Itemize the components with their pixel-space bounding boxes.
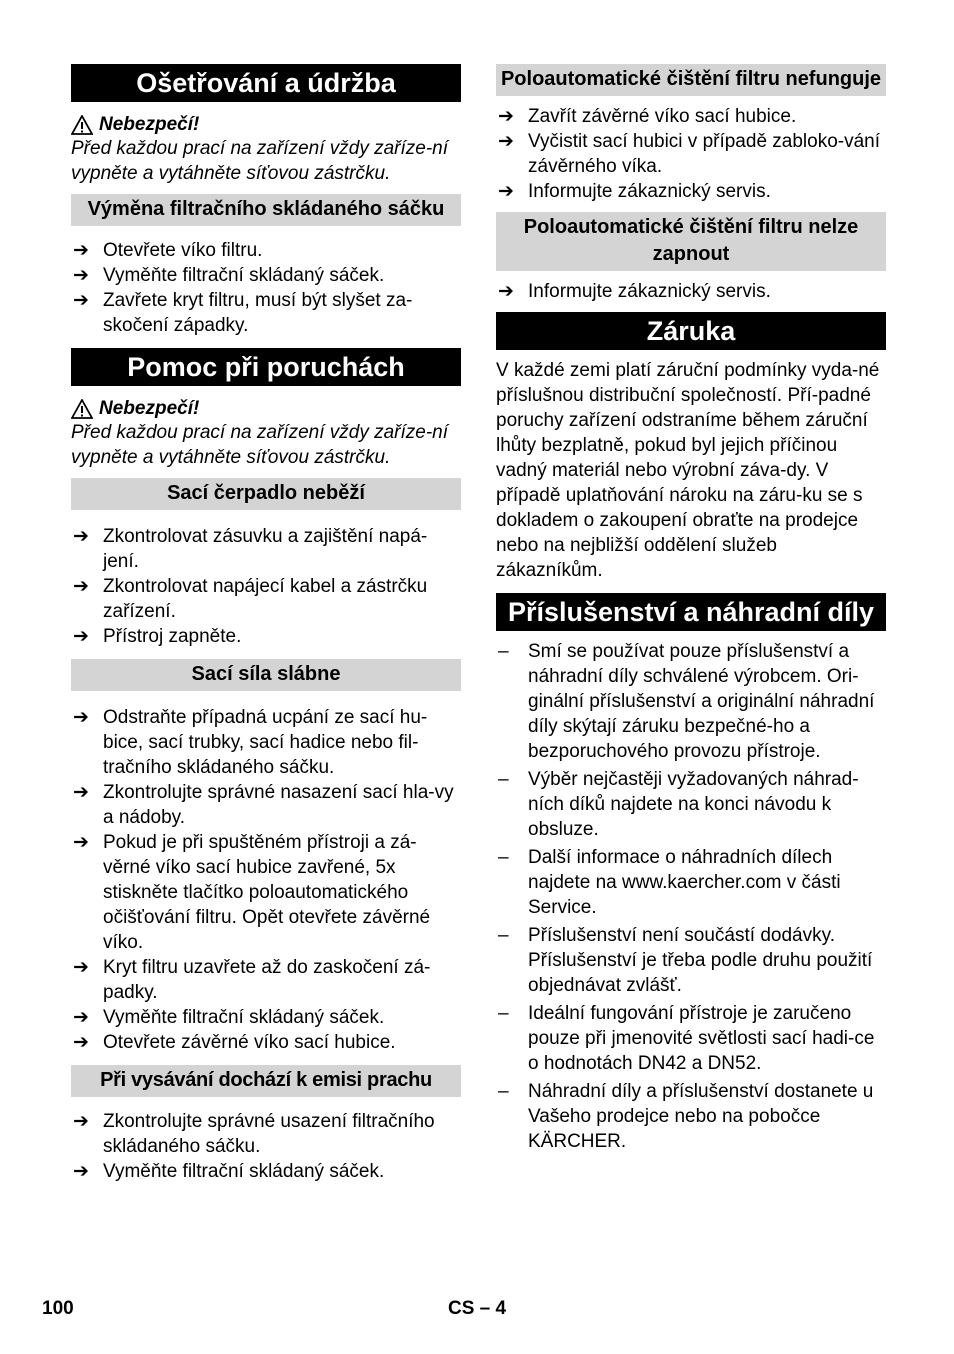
danger-warning	[71, 398, 461, 420]
list-item: ➔ Vyměňte filtrační skládaný sáček.	[71, 263, 461, 288]
list-item: – Smí se používat pouze příslušenství a náhradní díly schválené výrobcem. Ori-ginální příslušenství a originální náhradní díly skýtají záruku bezpečné-ho a bezporuchového provozu přístroje.	[496, 639, 886, 764]
list-item: – Další informace o náhradních dílech najdete na www.kaercher.com v části Service.	[496, 845, 886, 920]
list-item: ➔ Otevřete víko filtru.	[71, 238, 461, 263]
list-item: – Ideální fungování přístroje je zaručeno pouze při jmenovité světlosti sací hadi-ce o hodnotách DN42 a DN52.	[496, 1001, 886, 1076]
list-accessories	[496, 639, 886, 1154]
list-item: ➔ Zavřete kryt filtru, musí být slyšet za-skočení západky.	[71, 288, 461, 338]
danger-label: Nebezpečí!	[99, 398, 200, 419]
list-item: ➔ Informujte zákaznický servis.	[496, 279, 886, 304]
list-item: ➔ Zkontrolovat napájecí kabel a zástrčku zařízení.	[71, 574, 461, 624]
right-column	[496, 64, 886, 1157]
list-item: – Příslušenství není součástí dodávky. Příslušenství je třeba podle druhu použití objednávat zvlášť.	[496, 923, 886, 998]
list-item: ➔ Kryt filtru uzavřete až do zaskočení zá-padky.	[71, 955, 461, 1005]
danger-warning	[71, 114, 461, 136]
list-item: ➔ Vyčistit sací hubici v případě zabloko-vání závěrného víka.	[496, 129, 886, 179]
warning-triangle-icon	[71, 399, 93, 419]
warning-triangle-icon	[71, 115, 93, 135]
page-number: 100	[42, 1298, 74, 1319]
subheading-suction-weak: Sací síla slábne	[71, 659, 461, 691]
list-item: ➔ Zkontrolovat zásuvku a zajištění napá-jení.	[71, 524, 461, 574]
list-item: – Výběr nejčastěji vyžadovaných náhrad-ních díků najdete na konci návodu k obsluze.	[496, 767, 886, 842]
subheading-pump-not-running: Sací čerpadlo neběží	[71, 478, 461, 510]
list-item: ➔ Přístroj zapněte.	[71, 624, 461, 649]
list-filter-cleaning-cannot-start	[496, 279, 886, 304]
subheading-filter-cleaning-not-working: Poloautomatické čištění filtru nefunguje	[496, 64, 886, 96]
heading-accessories-spare-parts: Příslušenství a náhradní díly	[496, 593, 886, 631]
subheading-filter-cleaning-cannot-start: Poloautomatické čištění filtru nelze zapnout	[496, 212, 886, 271]
danger-label: Nebezpečí!	[99, 114, 200, 135]
heading-care-maintenance: Ošetřování a údržba	[71, 64, 461, 102]
list-suction-weak	[71, 705, 461, 1055]
list-item: ➔ Odstraňte případná ucpání ze sací hu-bice, sací trubky, sací hadice nebo fil-tračního skládaného sáčku.	[71, 705, 461, 780]
list-pump-not-running	[71, 524, 461, 649]
list-item: – Náhradní díly a příslušenství dostanete u Vašeho prodejce nebo na pobočce KÄRCHER.	[496, 1079, 886, 1154]
warranty-text: V každé zemi platí záruční podmínky vyda-né příslušnou distribuční společností. Pří-padné poruchy zařízení odstraníme během záruční lhůty bezplatně, pokud byl jejich příčinou vadný materiál nebo výrobní záva-dy. V případě uplatňování nároku na záru-ku se s dokladem o zakoupení obraťte na prodejce nebo na nejbližší oddělení služeb zákazníkům.	[496, 360, 880, 581]
subheading-replace-filter-bag: Výměna filtračního skládaného sáčku	[71, 194, 461, 226]
list-replace-filter-bag	[71, 238, 461, 338]
danger-text: Před každou prací na zařízení vždy zaříze-ní vypněte a vytáhněte síťovou zástrčku.	[71, 422, 449, 468]
list-item: ➔ Pokud je při spuštěném přístroji a zá-věrné víko sací hubice zavřené, 5x stiskněte tlačítko poloautomatického očišťování filtru. Opět otevřete závěrné víko.	[71, 830, 461, 955]
list-item: ➔ Zkontrolujte správné nasazení sací hla-vy a nádoby.	[71, 780, 461, 830]
section-code: CS – 4	[448, 1298, 507, 1319]
danger-text: Před každou prací na zařízení vždy zaříze-ní vypněte a vytáhněte síťovou zástrčku.	[71, 138, 449, 184]
list-item: ➔ Vyměňte filtrační skládaný sáček.	[71, 1005, 461, 1030]
subheading-dust-emission: Při vysávání dochází k emisi prachu	[71, 1065, 461, 1097]
list-item: ➔ Informujte zákaznický servis.	[496, 179, 886, 204]
heading-troubleshooting: Pomoc při poruchách	[71, 348, 461, 386]
list-item: ➔ Zavřít závěrné víko sací hubice.	[496, 104, 886, 129]
heading-warranty: Záruka	[496, 312, 886, 350]
list-item: ➔ Otevřete závěrné víko sací hubice.	[71, 1030, 461, 1055]
list-filter-cleaning-not-working	[496, 104, 886, 204]
list-item: ➔ Vyměňte filtrační skládaný sáček.	[71, 1159, 461, 1184]
list-dust-emission	[71, 1109, 461, 1184]
left-column	[71, 64, 461, 1184]
list-item: ➔ Zkontrolujte správné usazení filtračního skládaného sáčku.	[71, 1109, 461, 1159]
